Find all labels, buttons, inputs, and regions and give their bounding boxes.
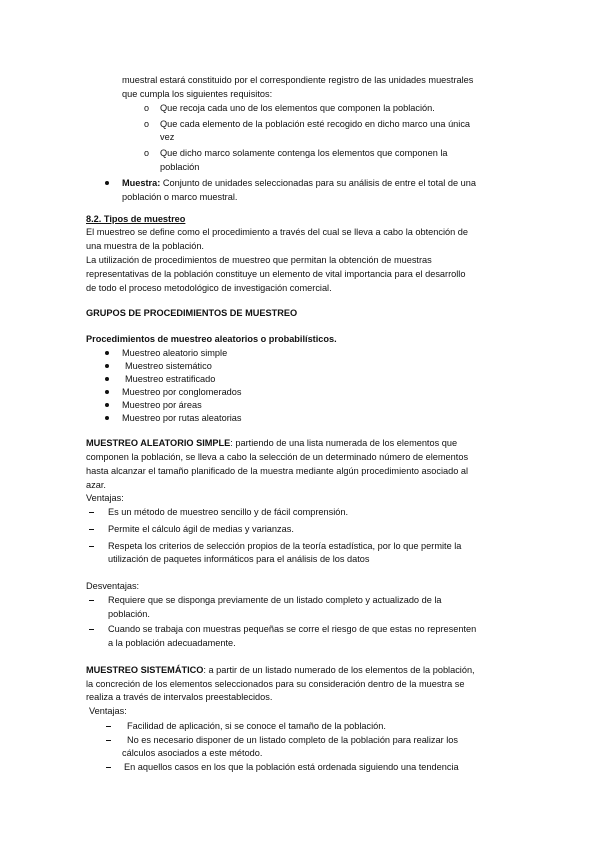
paragraph-line: componen la población, se lleva a cabo la selección de un determinado número de elementos	[86, 452, 469, 462]
paragraph-line: la concreción de los elementos seleccionados para su consideración dentro de la muestra se	[86, 679, 465, 689]
paragraph-line: MUESTREO SISTEMÁTICO: a partir de un listado numerado de los elementos de la población,	[86, 665, 475, 675]
list-item: utilización de paquetes informáticos para el análisis de los datos	[108, 554, 370, 564]
circle-bullet-icon: o	[144, 119, 150, 129]
list-item: Muestreo estratificado	[125, 374, 216, 384]
dash-bullet-icon	[106, 740, 111, 741]
list-item: No es necesario disponer de un listado completo de la población para realizar los	[127, 735, 458, 745]
bullet-icon	[105, 403, 109, 407]
bullet-icon	[105, 416, 109, 420]
list-item: cálculos asociados a este método.	[122, 748, 263, 758]
paragraph-line: MUESTREO ALEATORIO SIMPLE: partiendo de una lista numerada de los elementos que	[86, 438, 458, 448]
list-item: Muestreo sistemático	[125, 361, 212, 371]
bullet-icon	[105, 364, 109, 368]
bullet-icon	[105, 351, 109, 355]
list-item: En aquellos casos en los que la población está ordenada siguiendo una tendencia	[124, 762, 459, 772]
desventajas-label: Desventajas:	[86, 581, 140, 591]
list-item: Facilidad de aplicación, si se conoce el tamaño de la población.	[127, 721, 386, 731]
list-item: Cuando se trabaja con muestras pequeñas se corre el riesgo de que estas no representen	[108, 624, 477, 634]
list-item: Muestreo por áreas	[122, 400, 202, 410]
ventajas-label: Ventajas:	[89, 706, 127, 716]
dash-bullet-icon	[106, 726, 111, 727]
section-heading: 8.2. Tipos de muestreo	[86, 214, 186, 224]
list-item: Muestreo por rutas aleatorias	[122, 413, 242, 423]
muestra-definition: Muestra: Conjunto de unidades seleccionadas para su análisis de entre el total de una	[122, 178, 476, 188]
paragraph-line: realiza a través de intervalos preestablecidos.	[86, 692, 273, 702]
section-heading: GRUPOS DE PROCEDIMIENTOS DE MUESTREO	[86, 308, 298, 318]
muestra-definition: población o marco muestral.	[122, 192, 238, 202]
paragraph-line: El muestreo se define como el procedimiento a través del cual se lleva a cabo la obtención de	[86, 227, 469, 237]
paragraph-line: una muestra de la población.	[86, 241, 204, 251]
list-item: a la población adecuadamente.	[108, 638, 236, 648]
requirement-item: Que recoja cada uno de los elementos que componen la población.	[160, 103, 435, 113]
circle-bullet-icon: o	[144, 103, 150, 113]
ventajas-label: Ventajas:	[86, 493, 124, 503]
paragraph-line: azar.	[86, 480, 106, 490]
list-item: Muestreo aleatorio simple	[122, 348, 228, 358]
bullet-icon	[105, 390, 109, 394]
paragraph-line: de todo el proceso metodológico de investigación comercial.	[86, 283, 332, 293]
list-item: población.	[108, 609, 150, 619]
list-item: Muestreo por conglomerados	[122, 387, 242, 397]
paragraph-line: representativas de la población constituye un elemento de vital importancia para el desarrollo	[86, 269, 466, 279]
list-item: Es un método de muestreo sencillo y de fácil comprensión.	[108, 507, 349, 517]
dash-bullet-icon	[89, 512, 94, 513]
intro-line: muestral estará constituido por el correspondiente registro de las unidades muestrales	[122, 75, 474, 85]
sub-heading: Procedimientos de muestreo aleatorios o probabilísticos.	[86, 334, 337, 344]
requirement-item: Que dicho marco solamente contenga los elementos que componen la	[160, 148, 448, 158]
paragraph-line: hasta alcanzar el tamaño planificado de la muestra mediante algún procedimiento asociado al	[86, 466, 469, 476]
dash-bullet-icon	[106, 767, 111, 768]
bullet-icon	[105, 377, 109, 381]
dash-bullet-icon	[89, 600, 94, 601]
dash-bullet-icon	[89, 546, 94, 547]
requirement-item: población	[160, 162, 200, 172]
requirement-item: vez	[160, 132, 175, 142]
list-item: Permite el cálculo ágil de medias y varianzas.	[108, 524, 294, 534]
dash-bullet-icon	[89, 629, 94, 630]
paragraph-line: La utilización de procedimientos de muestreo que permitan la obtención de muestras	[86, 255, 432, 265]
bullet-icon	[105, 181, 109, 185]
circle-bullet-icon: o	[144, 148, 150, 158]
intro-line: que cumpla los siguientes requisitos:	[122, 89, 273, 99]
requirement-item: Que cada elemento de la población esté recogido en dicho marco una única	[160, 119, 471, 129]
list-item: Respeta los criterios de selección propios de la teoría estadística, por lo que permite la	[108, 541, 462, 551]
dash-bullet-icon	[89, 529, 94, 530]
list-item: Requiere que se disponga previamente de un listado completo y actualizado de la	[108, 595, 442, 605]
